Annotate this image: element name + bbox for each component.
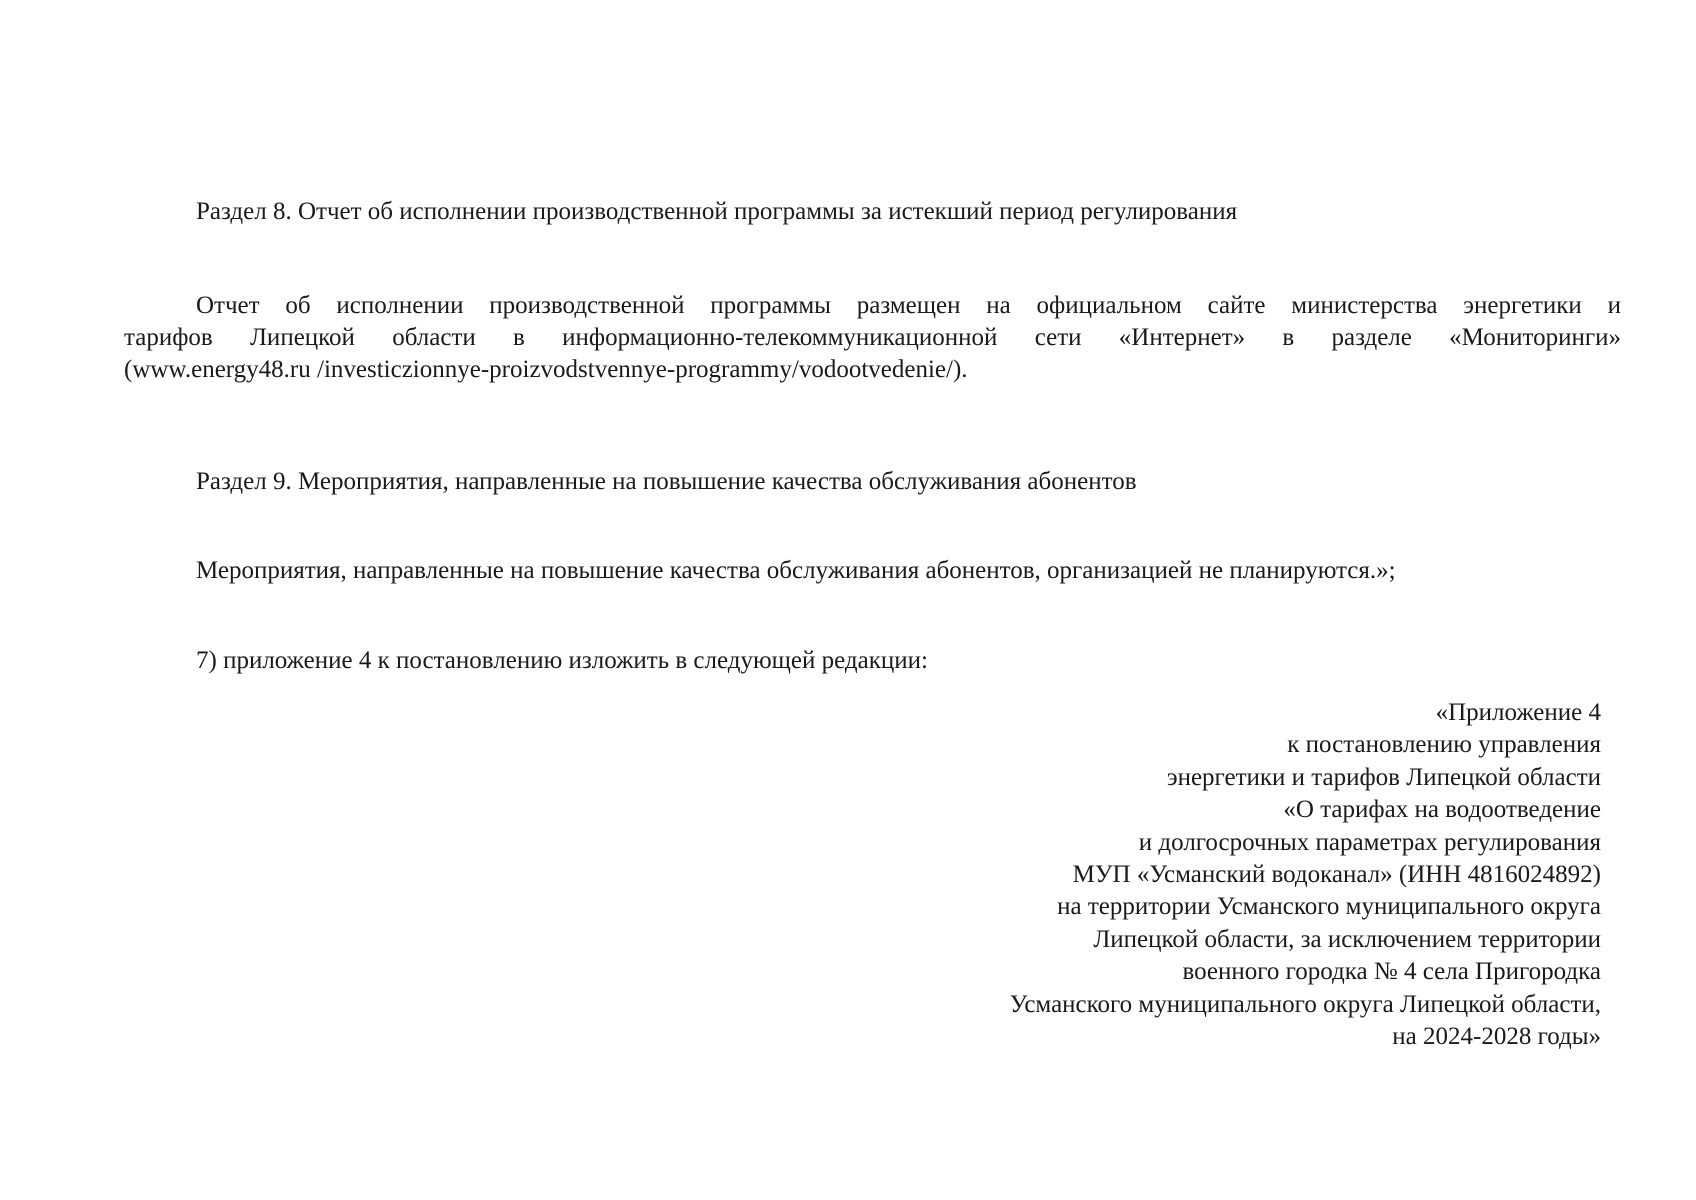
item-7-text: 7) приложение 4 к постановлению изложить в следующей редакции: bbox=[196, 647, 928, 674]
appendix-line: энергетики и тарифов Липецкой области bbox=[1166, 763, 1601, 791]
appendix-line: «О тарифах на водоотведение bbox=[1283, 796, 1601, 824]
appendix-line: Липецкой области, за исключением территории bbox=[1093, 925, 1601, 953]
appendix-line: «Приложение 4 bbox=[1435, 699, 1601, 726]
section-8-paragraph bbox=[124, 290, 1621, 386]
section-8-paragraph-line: Отчет об исполнении производственной программы размещен на официальном сайте министерства энергетики и bbox=[196, 292, 1621, 319]
appendix-line: Усманского муниципального округа Липецкой области, bbox=[1009, 990, 1601, 1018]
appendix-line: военного городка № 4 села Пригородка bbox=[1182, 958, 1601, 986]
appendix-header-block bbox=[701, 697, 1601, 1053]
appendix-line: и долгосрочных параметрах регулирования bbox=[1138, 828, 1601, 856]
section-8-paragraph-line: тарифов Липецкой области в информационно-телекоммуникационной сети «Интернет» в разделе «Мониторинги» bbox=[124, 324, 1621, 351]
section-9-body: Мероприятия, направленные на повышение качества обслуживания абонентов, организацией не планируются.»; bbox=[196, 557, 1396, 584]
appendix-line: МУП «Усманский водоканал» (ИНН 4816024892) bbox=[1072, 861, 1601, 889]
appendix-line: на территории Усманского муниципального округа bbox=[1057, 893, 1601, 921]
appendix-line: к постановлению управления bbox=[1287, 731, 1601, 759]
section-8-heading: Раздел 8. Отчет об исполнении производственной программы за истекший период регулирования bbox=[196, 198, 1238, 225]
appendix-line: на 2024-2028 годы» bbox=[1392, 1023, 1601, 1051]
section-9-heading: Раздел 9. Мероприятия, направленные на повышение качества обслуживания абонентов bbox=[196, 468, 1137, 495]
section-8-paragraph-line: (www.energy48.ru /investiczionnye-proizvodstvennye-programmy/vodootvedenie/). bbox=[124, 356, 968, 383]
